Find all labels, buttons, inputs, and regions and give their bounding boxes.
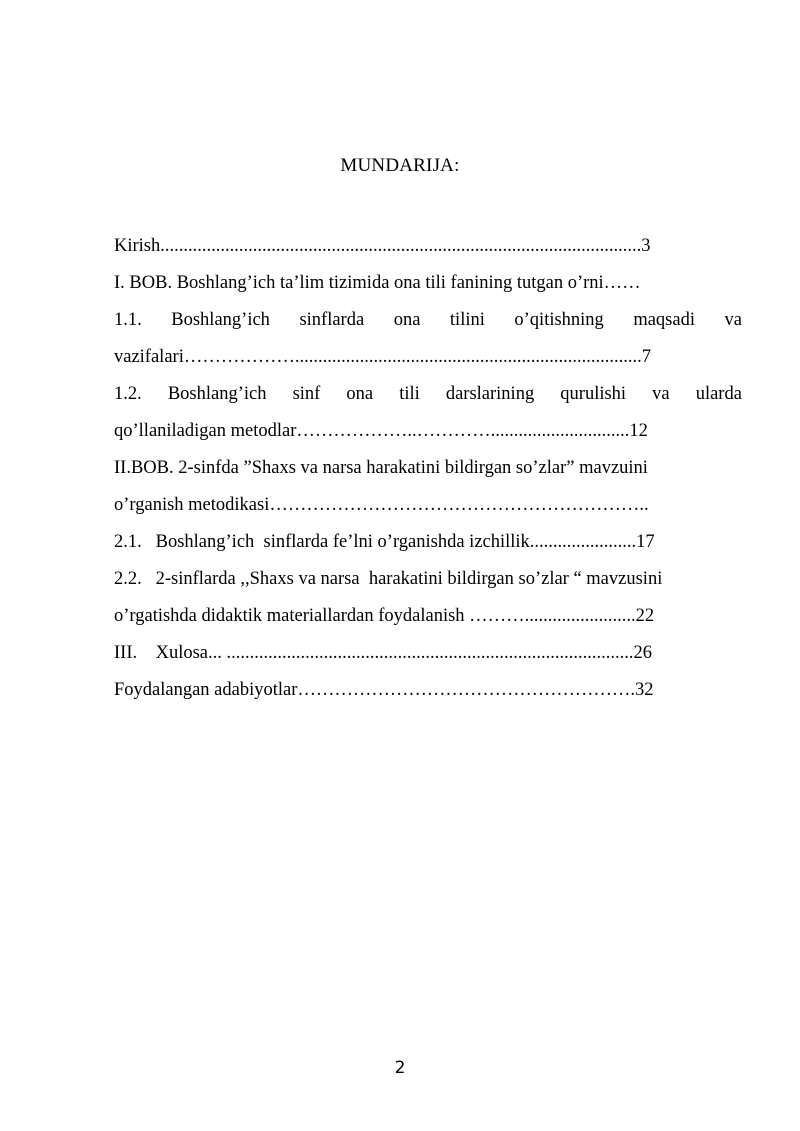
toc-section-2-2-line-1: 2.2. 2-sinflarda ,,Shaxs va narsa harakatini bildirgan so’zlar “ mavzusini <box>114 569 663 589</box>
toc-section-1-1-line-2: vazifalari………………...........................................................................7 <box>114 347 651 367</box>
toc-word: o’qitishning <box>514 310 604 330</box>
toc-word: 1.1. <box>114 310 142 330</box>
toc-kirish: Kirish........................................................................................................3 <box>114 236 651 256</box>
page-number: 2 <box>394 1058 406 1078</box>
toc-word: ona <box>346 384 374 404</box>
toc-section-1-2-line-1 <box>114 380 742 417</box>
toc-word: va <box>652 384 670 404</box>
toc-section-2-2-line-2: o’rgatishda didaktik materiallardan foydalanish ………........................22 <box>114 606 655 626</box>
toc-word: 1.2. <box>114 384 142 404</box>
toc-word: darslarining <box>445 384 535 404</box>
toc-section-1-2-line-2: qo’llaniladigan metodlar………………..…………..............................12 <box>114 421 648 441</box>
toc-word: tili <box>399 384 420 404</box>
toc-word: tilini <box>449 310 485 330</box>
toc-word: ona <box>393 310 421 330</box>
page-title: MUNDARIJA: <box>340 155 460 176</box>
toc-word: sinf <box>292 384 321 404</box>
table-of-contents <box>114 232 742 713</box>
toc-word: ularda <box>695 384 742 404</box>
toc-word: qurulishi <box>560 384 627 404</box>
toc-word: Boshlang’ich <box>171 310 270 330</box>
toc-bob-2-line-1: II.BOB. 2-sinfda ”Shaxs va narsa harakatini bildirgan so’zlar” mavzuini <box>114 458 648 478</box>
toc-adabiyotlar: Foydalangan adabiyotlar……………………………………………….32 <box>114 680 654 700</box>
toc-word: va <box>724 310 742 330</box>
toc-bob-3: III. Xulosa... ........................................................................................26 <box>114 643 653 663</box>
toc-word: Boshlang’ich <box>167 384 267 404</box>
toc-word: maqsadi <box>633 310 695 330</box>
toc-bob-2-line-2: o’rganish metodikasi…………………………………………………….. <box>114 495 649 515</box>
toc-section-1-1-line-1 <box>114 306 742 343</box>
toc-section-2-1: 2.1. Boshlang’ich sinflarda fe’lni o’rganishda izchillik.......................17 <box>114 532 655 552</box>
toc-bob-1: I. BOB. Boshlang’ich ta’lim tizimida ona tili fanining tutgan o’rni…… <box>114 273 641 293</box>
toc-word: sinflarda <box>299 310 365 330</box>
